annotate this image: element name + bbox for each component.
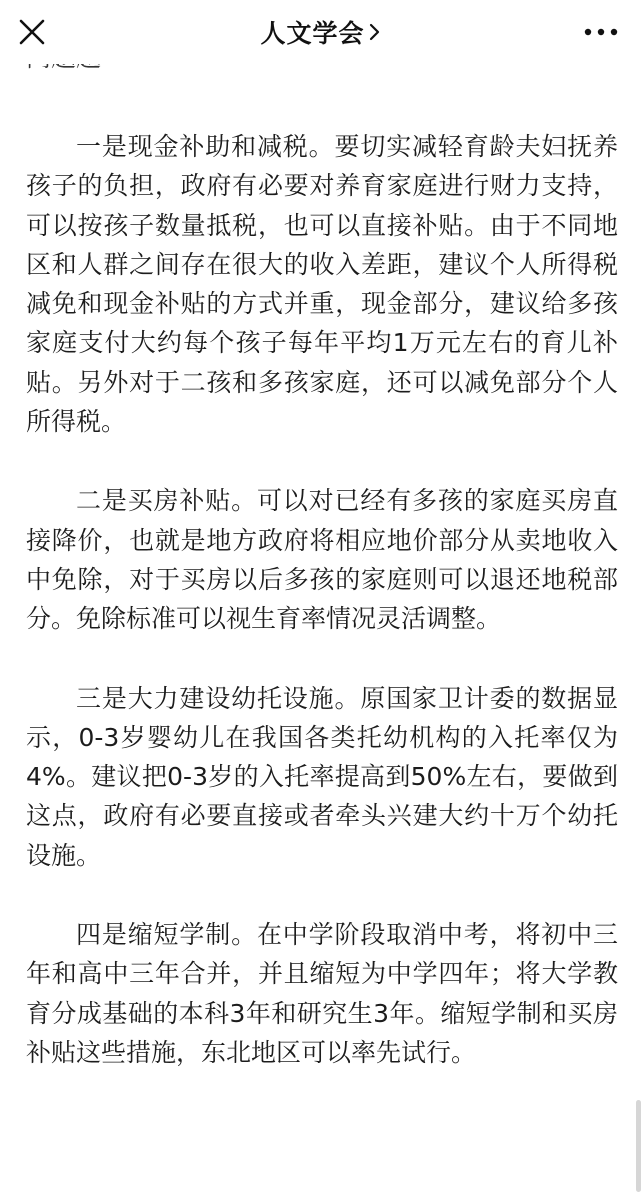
scrollbar[interactable] [636,1100,641,1192]
paragraph-shorten-schooling: 四是缩短学制。在中学阶段取消中考，将初中三年和高中三年合并，并且缩短为中学四年；将大学教育分成基础的本科3年和研究生3年。缩短学制和买房补贴这些措施，东北地区可以率先试行。 [26,920,618,1067]
more-options-button[interactable] [581,18,621,46]
chevron-right-icon [369,22,381,42]
more-icon [584,28,618,36]
paragraph-childcare-facilities: 三是大力建设幼托设施。原国家卫计委的数据显示，0-3岁婴幼儿在我国各类托幼机构的入托率仅为4%。建议把0-3岁的入托率提高到50%左右，要做到这点，政府有必要直接或者牵头兴建大约十万个幼托设施。 [26,683,618,870]
top-navigation-bar [0,0,641,64]
paragraph-housing-subsidy: 二是买房补贴。可以对已经有多孩的家庭买房直接降价，也就是地方政府将相应地价部分从卖地收入中免除，对于买房以后多孩的家庭则可以退还地税部分。免除标准可以视生育率情况灵活调整。 [26,486,618,634]
page-title: 人文学会 [260,19,365,48]
paragraph-cash-subsidy: 一是现金补助和减税。要切实减轻育龄夫妇抚养孩子的负担，政府有必要对养育家庭进行财力支持，可以按孩子数量抵税，也可以直接补贴。由于不同地区和人群之间存在很大的收入差距，建议个人所得税减免和现金补贴的方式并重，现金部分，建议给多孩家庭支付大约每个孩子每年平均1万元左右的育儿补贴。另外对于二孩和多孩家庭，还可以减免部分个人所得税。 [26,132,618,437]
title-container [0,0,641,64]
close-button[interactable] [14,14,50,50]
close-icon [19,19,45,45]
account-title-button[interactable] [260,14,380,50]
article-body [26,127,618,1112]
